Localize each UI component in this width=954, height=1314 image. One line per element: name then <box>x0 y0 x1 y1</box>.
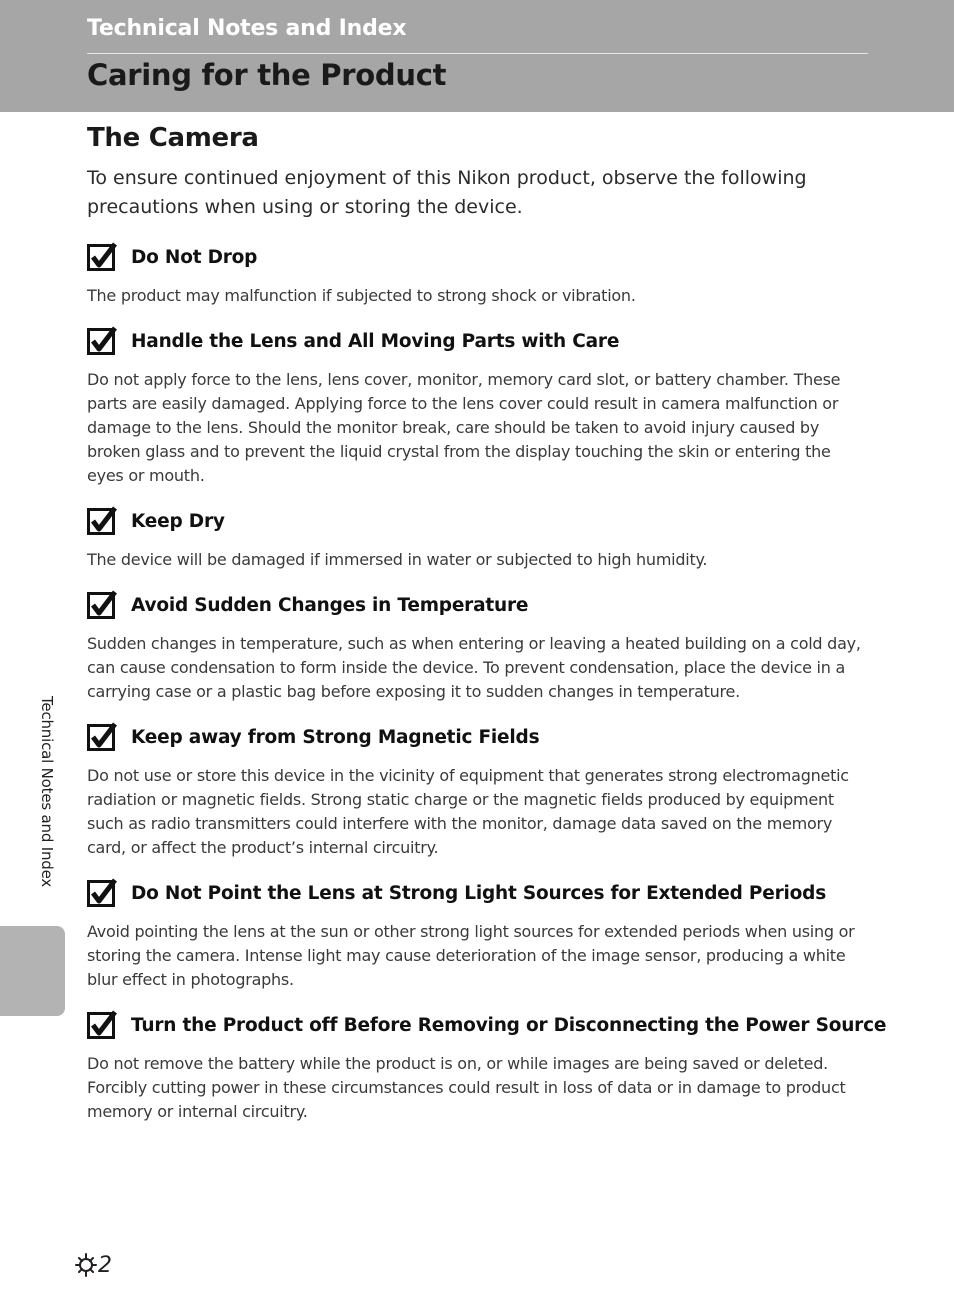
page-number-text: 2 <box>98 1252 112 1278</box>
note-body: Sudden changes in temperature, such as when entering or leaving a heated building on a cold day, can cause condensation to form inside the device. To prevent condensation, place the device in a carrying case or a plastic bag before exposing it to sudden changes in temperature. <box>87 634 861 701</box>
checkmark-box-icon <box>87 506 117 536</box>
note-title: Handle the Lens and All Moving Parts with Care <box>131 330 620 352</box>
note-title: Do Not Point the Lens at Strong Light Sources for Extended Periods <box>131 882 827 904</box>
note-body: The device will be damaged if immersed in water or subjected to high humidity. <box>87 550 708 569</box>
note-heading <box>87 504 867 538</box>
checkmark-box-icon <box>87 1010 117 1040</box>
note-title: Keep away from Strong Magnetic Fields <box>131 726 540 748</box>
note-body: The product may malfunction if subjected to strong shock or vibration. <box>87 286 636 305</box>
side-tab-label: Technical Notes and Index <box>38 696 56 888</box>
technical-notes-icon <box>74 1252 98 1278</box>
header-divider <box>87 53 868 54</box>
checkmark-box-icon <box>87 878 117 908</box>
checkmark-box-icon <box>87 326 117 356</box>
note-title: Do Not Drop <box>131 246 258 268</box>
note-title: Avoid Sudden Changes in Temperature <box>131 594 529 616</box>
note-heading <box>87 240 867 274</box>
note-keep-dry <box>87 504 867 572</box>
checkmark-box-icon <box>87 590 117 620</box>
main-content <box>87 120 887 1140</box>
note-body: Do not use or store this device in the vicinity of equipment that generates strong electromagnetic radiation or magnetic fields. Strong static charge or the magnetic fields produced by equipment such as radio transmitters could interfere with the monitor, damage data saved on the memory card, or affect the product’s internal circuitry. <box>87 766 849 857</box>
note-power-source <box>87 1008 887 1124</box>
note-heading <box>87 876 867 910</box>
page-title: Caring for the Product <box>87 58 447 92</box>
note-body: Avoid pointing the lens at the sun or other strong light sources for extended periods when using or storing the camera. Intense light may cause deterioration of the image sensor, producing a white blur effect in photographs. <box>87 922 855 989</box>
checkmark-box-icon <box>87 722 117 752</box>
note-temperature <box>87 588 867 704</box>
note-heading <box>87 588 867 622</box>
section-title: Technical Notes and Index <box>87 16 407 41</box>
header-band <box>0 0 954 112</box>
note-magnetic-fields <box>87 720 867 860</box>
note-heading <box>87 1008 887 1042</box>
intro-paragraph: To ensure continued enjoyment of this Nikon product, observe the following precautions when using or storing the device. <box>87 167 807 218</box>
note-heading <box>87 324 867 358</box>
note-do-not-drop <box>87 240 867 308</box>
note-handle-lens <box>87 324 867 488</box>
subtitle: The Camera <box>87 123 259 153</box>
side-tab[interactable] <box>0 926 65 1016</box>
note-heading <box>87 720 867 754</box>
note-body: Do not apply force to the lens, lens cover, monitor, memory card slot, or battery chamber. These parts are easily damaged. Applying force to the lens cover could result in camera malfunction or damage to the lens. Should the monitor break, care should be taken to avoid injury caused by broken glass and to prevent the liquid crystal from the display touching the skin or entering the eyes or mouth. <box>87 370 841 485</box>
note-body: Do not remove the battery while the product is on, or while images are being saved or deleted. Forcibly cutting power in these circumstances could result in loss of data or in damage to product memory or internal circuitry. <box>87 1054 846 1121</box>
note-title: Keep Dry <box>131 510 225 532</box>
note-title: Turn the Product off Before Removing or Disconnecting the Power Source <box>131 1014 887 1036</box>
note-light-sources <box>87 876 867 992</box>
checkmark-box-icon <box>87 242 117 272</box>
page-number <box>74 1252 112 1278</box>
